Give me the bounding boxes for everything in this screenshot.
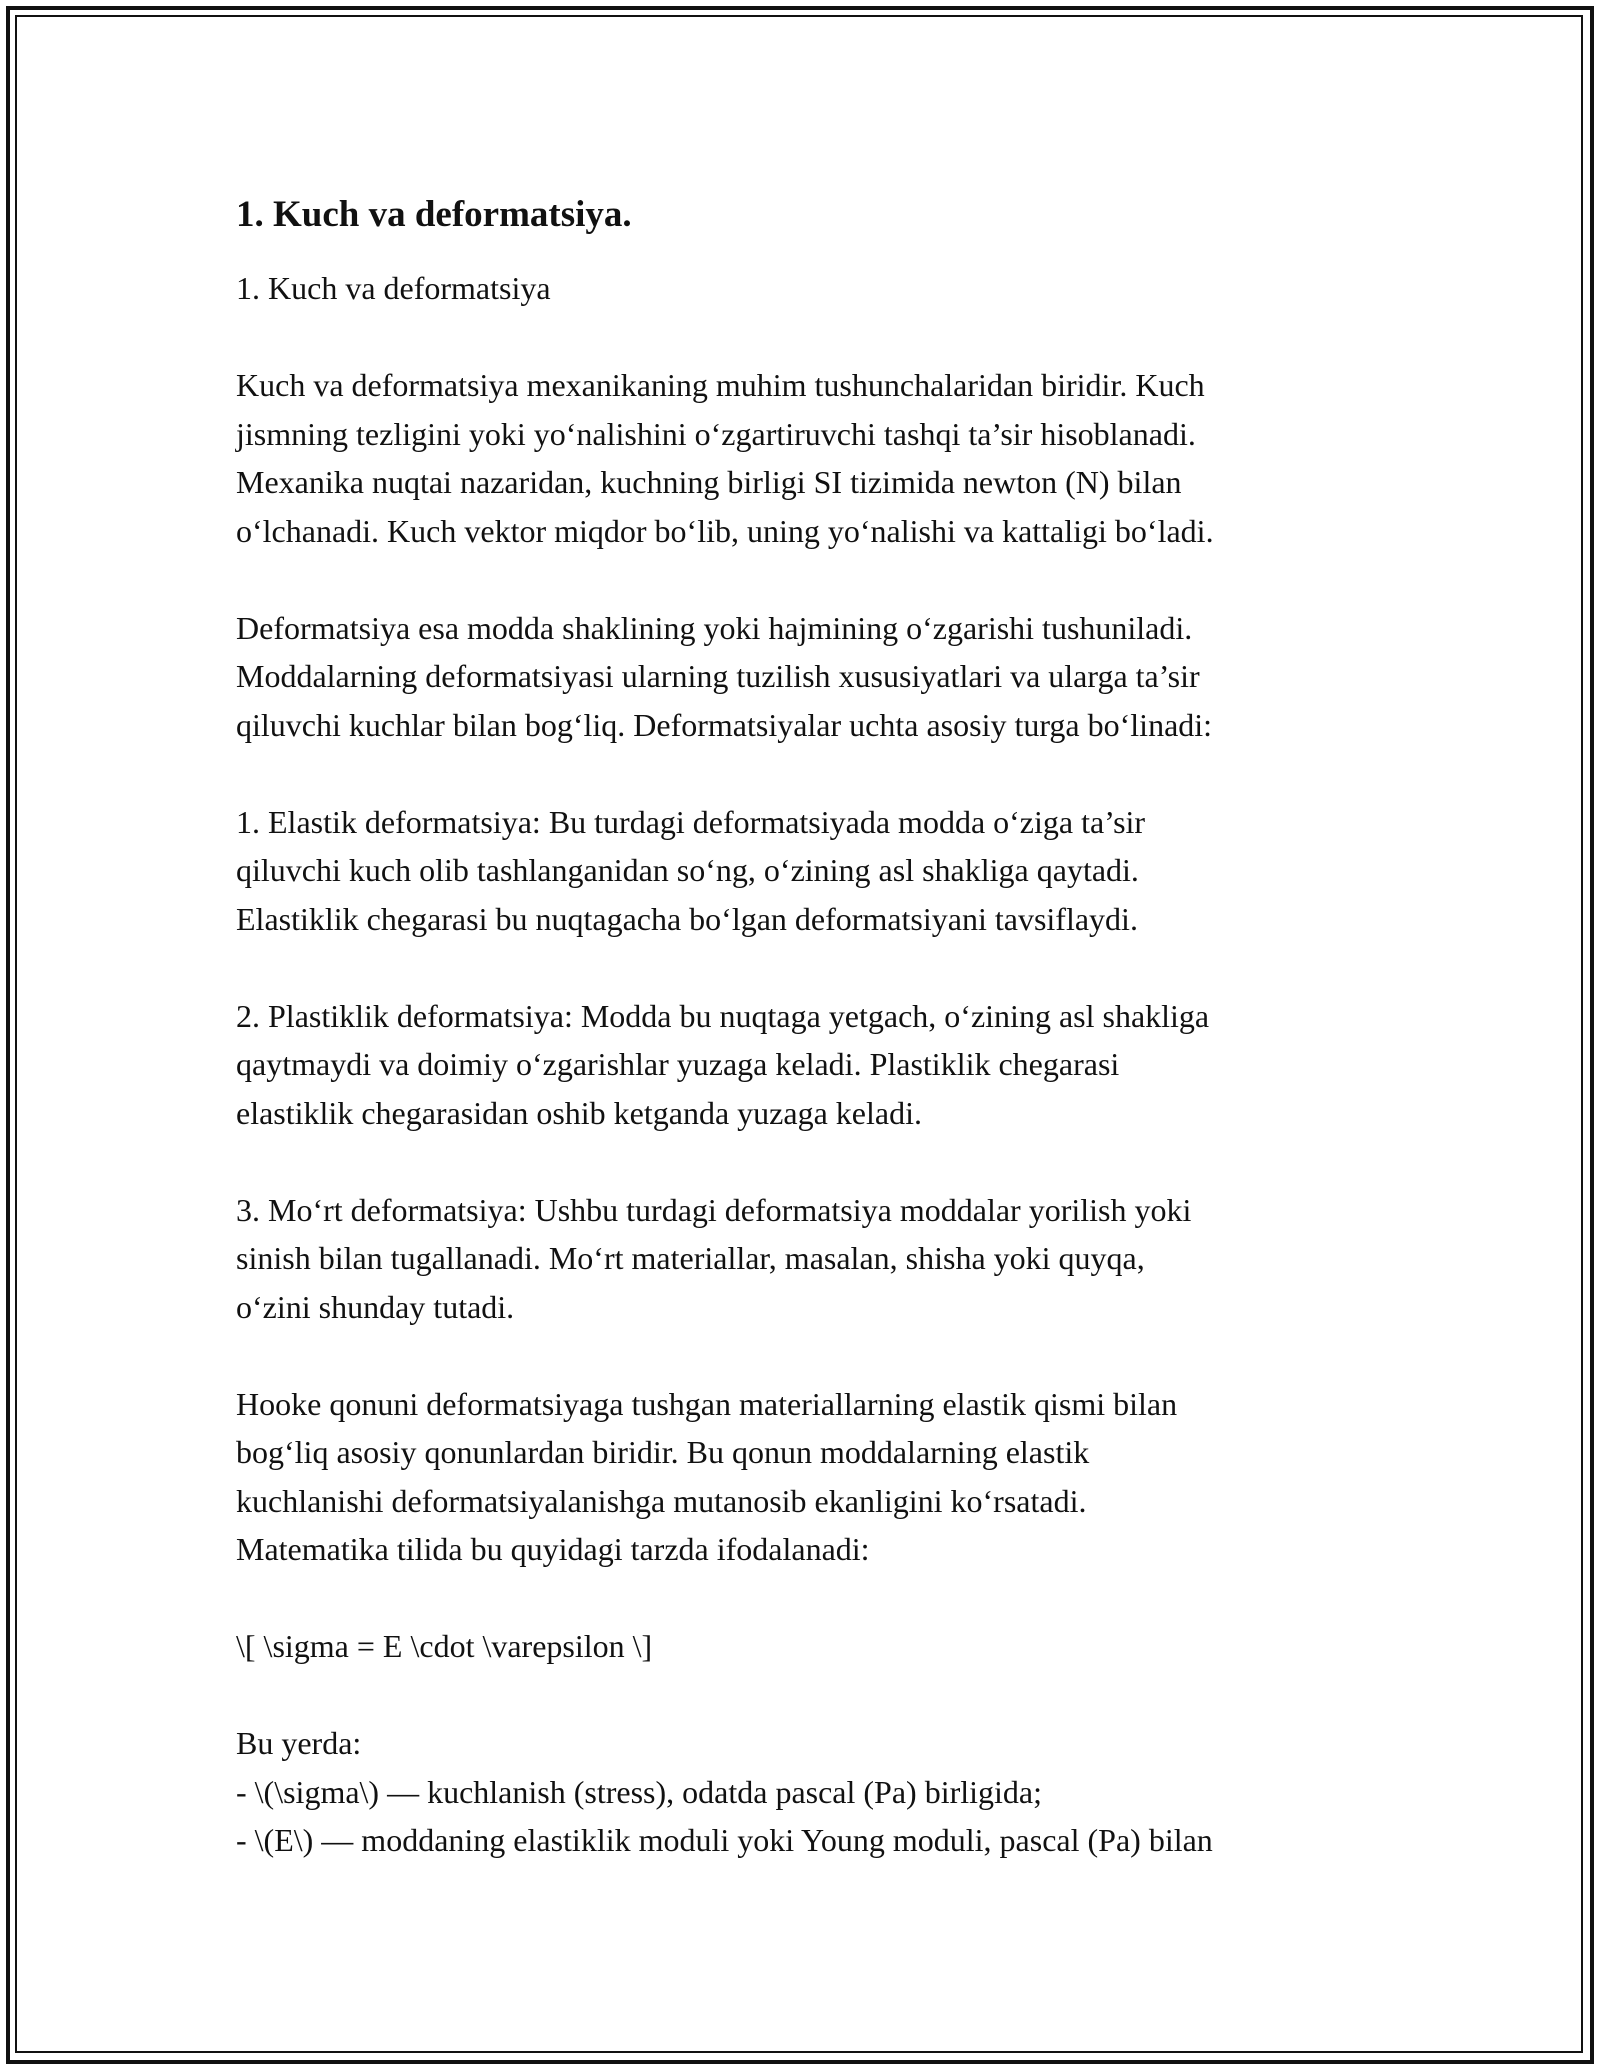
document-title: 1. Kuch va deformatsiya. bbox=[236, 194, 632, 235]
document-body bbox=[236, 182, 1396, 1865]
paragraph-plastic-deformation: 2. Plastiklik deformatsiya: Modda bu nuqtaga yetgach, o‘zining asl shakliga qaytmaydi va doimiy o‘zgarishlar yuzaga keladi. Plastiklik chegarasi elastiklik chegarasidan oshib ketganda yuzaga keladi. bbox=[236, 997, 1210, 1131]
paragraph-brittle-deformation: 3. Mo‘rt deformatsiya: Ushbu turdagi deformatsiya moddalar yorilish yoki sinish bilan tugallanadi. Mo‘rt materiallar, masalan, shisha yoki quyqa, o‘zini shunday tutadi. bbox=[236, 1191, 1192, 1325]
paragraph-hooke-law: Hooke qonuni deformatsiyaga tushgan materiallarning elastik qismi bilan bog‘liq asosiy qonunlardan biridir. Bu qonun moddalarning elastik kuchlanishi deformatsiyalanishga mutanosib ekanligini ko‘rsatadi. Matematika tilida bu quyidagi tarzda ifodalanadi: bbox=[236, 1385, 1178, 1567]
paragraph-elastic-deformation: 1. Elastik deformatsiya: Bu turdagi deformatsiyada modda o‘ziga ta’sir qiluvchi kuch olib tashlanganidan so‘ng, o‘zining asl shakliga qaytadi. Elastiklik chegarasi bu nuqtagacha bo‘lgan deformatsiyani tavsiflaydi. bbox=[236, 803, 1146, 937]
section-subheading: 1. Kuch va deformatsiya bbox=[236, 270, 551, 306]
paragraph-definitions: Bu yerda: - \(\sigma\) — kuchlanish (stress), odatda pascal (Pa) birligida; - \(E\) — moddaning elastiklik moduli yoki Young moduli, pascal (Pa) bilan bbox=[236, 1725, 1213, 1858]
paragraph-deformation-intro: Deformatsiya esa modda shaklining yoki hajmining o‘zgarishi tushuniladi. Moddalarning deformatsiyasi ularning tuzilish xususiyatlari va ularga ta’sir qiluvchi kuchlar bilan bog‘liq. Deformatsiyalar uchta asosiy turga bo‘linadi: bbox=[236, 609, 1213, 743]
paragraph-force-intro: Kuch va deformatsiya mexanikaning muhim tushunchalaridan biridir. Kuch jismning tezligini yoki yo‘nalishini o‘zgartiruvchi tashqi ta’sir hisoblanadi. Mexanika nuqtai nazaridan, kuchning birligi SI tizimida newton (N) bilan o‘lchanadi. Kuch vektor miqdor bo‘lib, uning yo‘nalishi va kattaligi bo‘ladi. bbox=[236, 367, 1214, 549]
formula-hooke: \[ \sigma = E \cdot \varepsilon \] bbox=[236, 1628, 653, 1664]
